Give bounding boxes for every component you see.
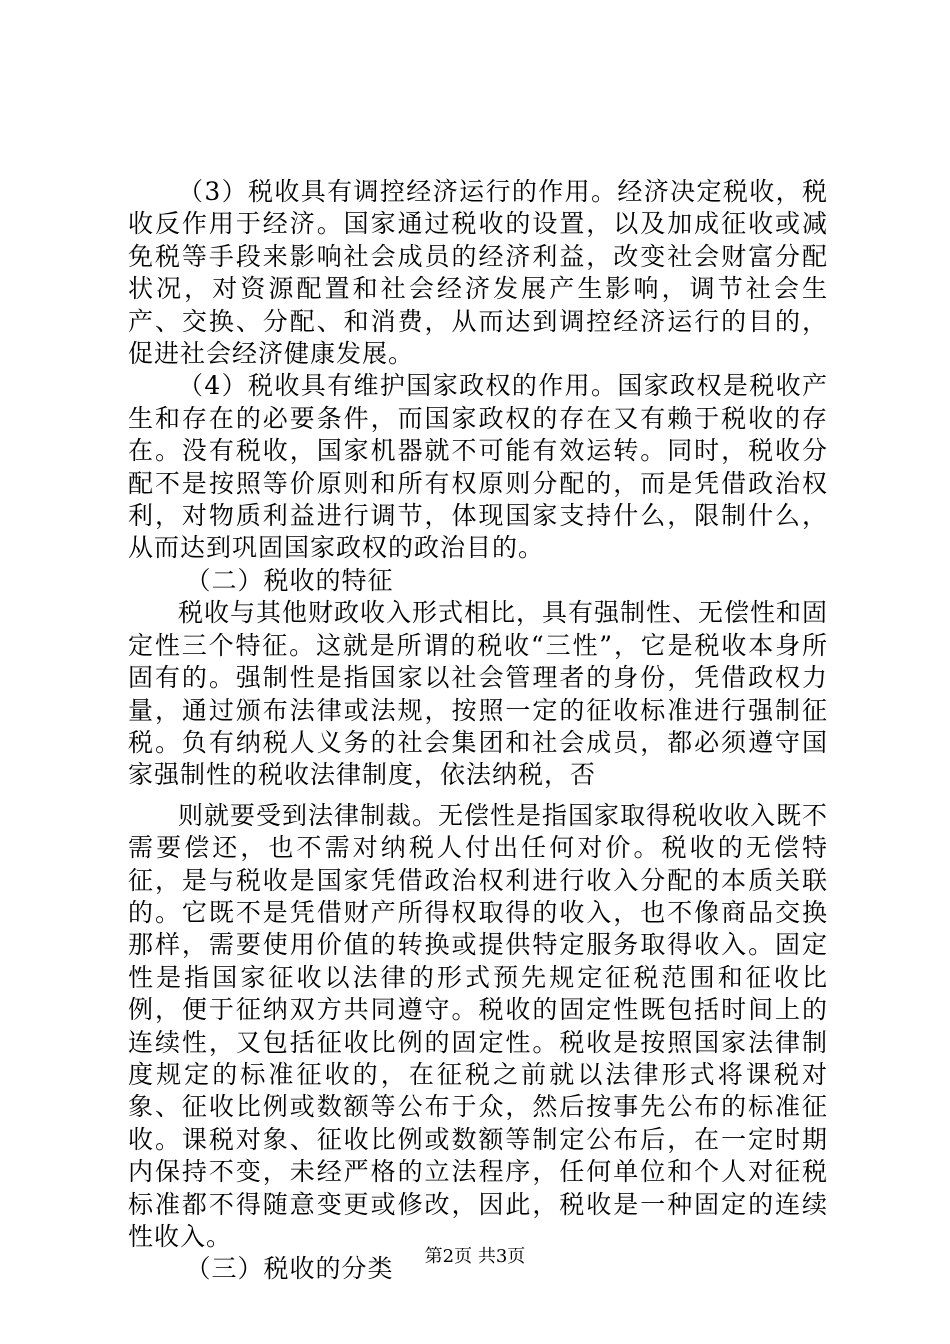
page-number-footer: 第2页 共3页 [424,1246,526,1267]
section-heading-tax-characteristics: （二）税收的特征 [185,565,394,595]
paragraph-regulating-economy: （3）税收具有调控经济运行的作用。经济决定税收，税收反作用于经济。国家通过税收的设置，以及加成征收或减免税等手段来影响社会成员的经济利益，改变社会财富分配状况，对资源配置和社会经济发展产生影响，调节社会生产、交换、分配、和消费，从而达到调控经济运行的目的，促进社会经济健康发展。 [128,177,828,369]
section-heading-tax-classification: （三）税收的分类 [185,1254,394,1284]
paragraph-tax-characteristics-part2: 则就要受到法律制裁。无偿性是指国家取得税收收入既不需要偿还，也不需对纳税人付出任何对价。税收的无偿特征，是与税收是国家凭借政治权利进行收入分配的本质关联的。它既不是凭借财产所得权取得的收入，也不像商品交换那样，需要使用价值的转换或提供特定服务取得收入。固定性是指国家征收以法律的形式预先规定征税范围和征收比例，便于征纳双方共同遵守。税收的固定性既包括时间上的连续性，又包括征收比例的固定性。税收是按照国家法律制度规定的标准征收的，在征税之前就以法律形式将课税对象、征收比例或数额等公布于众，然后按事先公布的标准征收。课税对象、征收比例或数额等制定公布后，在一定时期内保持不变，未经严格的立法程序，任何单位和个人对征税标准都不得随意变更或修改，因此，税收是一种固定的连续性收入。 [128,800,829,1251]
document-body [128,176,828,1286]
paragraph-maintaining-state-power: （4）税收具有维护国家政权的作用。国家政权是税收产生和存在的必要条件，而国家政权的存在又有赖于税收的存在。没有税收，国家机器就不可能有效运转。同时，税收分配不是按照等价原则和所有权原则分配的，而是凭借政治权利，对物质利益进行调节，体现国家支持什么，限制什么，从而达到巩固国家政权的政治目的。 [128,371,828,563]
paragraph-tax-characteristics-part1: 税收与其他财政收入形式相比，具有强制性、无偿性和固定性三个特征。这就是所谓的税收“三性”，它是税收本身所固有的。强制性是指国家以社会管理者的身份，凭借政权力量，通过颁布法律或法规，按照一定的征收标准进行强制征税。负有纳税人义务的社会集团和社会成员，都必须遵守国家强制性的税收法律制度，依法纳税，否 [128,598,829,790]
